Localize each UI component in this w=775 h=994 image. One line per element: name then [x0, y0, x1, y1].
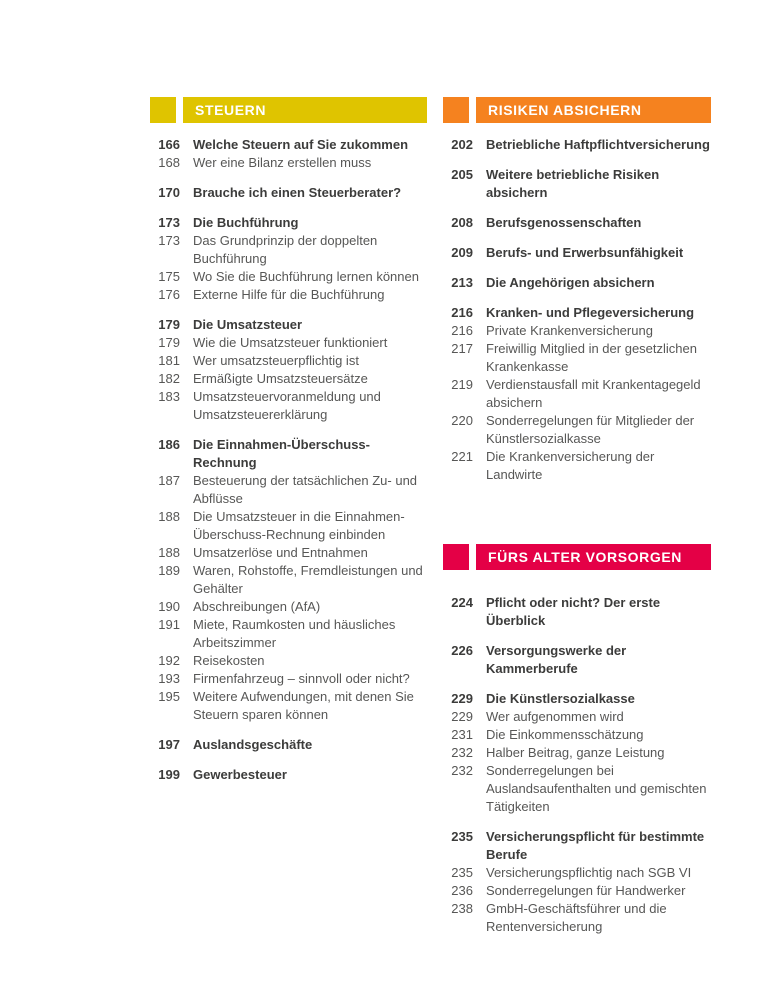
toc-entry [443, 214, 711, 232]
section-header-steuern [150, 97, 427, 123]
toc-group [150, 736, 427, 754]
toc-entry [443, 274, 711, 292]
toc-entry-title: Sonderregelungen für Mitglieder der Künstlersozialkasse [486, 413, 695, 446]
toc-entry-page-number: 188 [158, 509, 180, 524]
toc-entry [443, 690, 711, 708]
toc-entry-page-number: 221 [451, 449, 473, 464]
toc-entry-page-number: 229 [451, 709, 473, 724]
toc-entry-page-number: 182 [158, 371, 180, 386]
toc-entry-title: Abschreibungen (AfA) [193, 599, 321, 614]
toc-entry-page-number: 189 [158, 563, 180, 578]
toc-group [443, 594, 711, 630]
toc-group [150, 184, 427, 202]
toc-entry [150, 766, 427, 784]
toc-column-left [150, 97, 427, 784]
toc-entry [150, 436, 427, 472]
section-risiken [443, 97, 711, 484]
toc-entry-page-number: 199 [158, 767, 180, 782]
section-header-square [443, 544, 469, 570]
toc-entry [150, 544, 427, 562]
toc-entry-page-number: 179 [158, 317, 180, 332]
toc-group [150, 214, 427, 304]
toc-entry-page-number: 229 [451, 691, 473, 706]
toc-entry [443, 322, 711, 340]
toc-entry-page-number: 224 [451, 595, 473, 610]
toc-group [443, 828, 711, 936]
toc-entry-title: Brauche ich einen Steuerberater? [193, 185, 402, 200]
toc-group [443, 274, 711, 292]
toc-entry-title: Sonderregelungen bei Auslandsaufenthalten und gemischten Tätigkeiten [486, 763, 707, 814]
toc-group [150, 136, 427, 172]
toc-entry-title: Weitere Aufwendungen, mit denen Sie Steuern sparen können [193, 689, 414, 722]
toc-entry [443, 136, 711, 154]
toc-entry-page-number: 232 [451, 745, 473, 760]
section-groups [443, 136, 711, 484]
toc-entry-title: GmbH-Geschäftsführer und die Rentenversicherung [486, 901, 667, 934]
section-steuern [150, 97, 427, 784]
toc-entry-page-number: 235 [451, 829, 473, 844]
toc-entry-page-number: 168 [158, 155, 180, 170]
toc-entry-page-number: 191 [158, 617, 180, 632]
section-header-label: FÜRS ALTER VORSORGEN [476, 544, 711, 570]
toc-entry-title: Wer eine Bilanz erstellen muss [193, 155, 372, 170]
toc-entry [443, 448, 711, 484]
toc-entry-page-number: 205 [451, 167, 473, 182]
toc-entry-title: Verdienstausfall mit Krankentagegeld absichern [486, 377, 701, 410]
section-vorsorge [443, 544, 711, 936]
toc-entry-title: Wo Sie die Buchführung lernen können [193, 269, 419, 284]
toc-entry-page-number: 181 [158, 353, 180, 368]
toc-entry-title: Externe Hilfe für die Buchführung [193, 287, 385, 302]
toc-entry-title: Berufs- und Erwerbsunfähigkeit [486, 245, 684, 260]
toc-group [443, 136, 711, 154]
toc-entry-title: Sonderregelungen für Handwerker [486, 883, 686, 898]
toc-entry-page-number: 176 [158, 287, 180, 302]
toc-entry-page-number: 202 [451, 137, 473, 152]
toc-entry [443, 882, 711, 900]
toc-entry [443, 340, 711, 376]
toc-entry-title: Die Umsatzsteuer [193, 317, 303, 332]
toc-entry-page-number: 173 [158, 215, 180, 230]
section-header-square [443, 97, 469, 123]
section-groups [443, 594, 711, 936]
toc-entry-title: Miete, Raumkosten und häusliches Arbeitszimmer [193, 617, 396, 650]
toc-entry-page-number: 220 [451, 413, 473, 428]
toc-entry-title: Betriebliche Haftpflichtversicherung [486, 137, 710, 152]
toc-entry-title: Halber Beitrag, ganze Leistung [486, 745, 665, 760]
toc-entry-title: Berufsgenossenschaften [486, 215, 642, 230]
section-header-label: RISIKEN ABSICHERN [476, 97, 711, 123]
toc-entry [150, 136, 427, 154]
toc-entry-page-number: 236 [451, 883, 473, 898]
toc-entry [443, 900, 711, 936]
toc-entry [150, 652, 427, 670]
toc-entry [443, 244, 711, 262]
toc-entry [443, 594, 711, 630]
toc-entry-page-number: 190 [158, 599, 180, 614]
toc-entry-title: Welche Steuern auf Sie zukommen [193, 137, 409, 152]
toc-entry-title: Firmenfahrzeug – sinnvoll oder nicht? [193, 671, 410, 686]
toc-entry [150, 268, 427, 286]
section-header-label: STEUERN [183, 97, 427, 123]
toc-entry [150, 154, 427, 172]
toc-entry-page-number: 186 [158, 437, 180, 452]
toc-entry-page-number: 179 [158, 335, 180, 350]
toc-entry-title: Gewerbesteuer [193, 767, 287, 782]
toc-group [443, 304, 711, 484]
toc-entry-page-number: 192 [158, 653, 180, 668]
toc-entry-page-number: 175 [158, 269, 180, 284]
toc-entry [443, 412, 711, 448]
toc-entry [443, 304, 711, 322]
toc-entry-title: Umsatzsteuervoranmeldung und Umsatzsteuererklärung [193, 389, 381, 422]
toc-entry-page-number: 232 [451, 763, 473, 778]
toc-entry-page-number: 195 [158, 689, 180, 704]
toc-entry-title: Reisekosten [193, 653, 265, 668]
toc-entry-title: Die Einkommensschätzung [486, 727, 644, 742]
toc-entry [443, 376, 711, 412]
toc-entry-page-number: 173 [158, 233, 180, 248]
toc-entry-title: Ermäßigte Umsatzsteuersätze [193, 371, 368, 386]
toc-entry-page-number: 235 [451, 865, 473, 880]
toc-entry-page-number: 209 [451, 245, 473, 260]
toc-entry-title: Versicherungspflichtig nach SGB VI [486, 865, 692, 880]
toc-entry-page-number: 216 [451, 305, 473, 320]
toc-entry [443, 166, 711, 202]
toc-entry-title: Kranken- und Pflegeversicherung [486, 305, 695, 320]
toc-group [443, 642, 711, 678]
toc-entry-page-number: 188 [158, 545, 180, 560]
toc-column-right [443, 97, 711, 936]
toc-entry-title: Wer umsatzsteuerpflichtig ist [193, 353, 359, 368]
toc-entry [150, 562, 427, 598]
toc-entry [443, 708, 711, 726]
toc-entry-title: Die Buchführung [193, 215, 299, 230]
toc-entry [150, 232, 427, 268]
toc-entry-page-number: 197 [158, 737, 180, 752]
toc-entry-title: Versorgungswerke der Kammerberufe [486, 643, 627, 676]
toc-entry-page-number: 187 [158, 473, 180, 488]
section-header-risiken [443, 97, 711, 123]
toc-entry [150, 370, 427, 388]
toc-group [150, 436, 427, 724]
toc-group [150, 766, 427, 784]
toc-entry [150, 598, 427, 616]
toc-entry-title: Freiwillig Mitglied in der gesetzlichen Krankenkasse [486, 341, 697, 374]
section-header-square [150, 97, 176, 123]
toc-entry [150, 184, 427, 202]
toc-entry-page-number: 217 [451, 341, 473, 356]
toc-entry-title: Auslandsgeschäfte [193, 737, 313, 752]
toc-entry-title: Besteuerung der tatsächlichen Zu- und Abflüsse [193, 473, 418, 506]
toc-entry-page-number: 166 [158, 137, 180, 152]
toc-entry-page-number: 213 [451, 275, 473, 290]
toc-entry [150, 688, 427, 724]
toc-entry [150, 286, 427, 304]
toc-entry [150, 214, 427, 232]
toc-entry [150, 616, 427, 652]
toc-entry-title: Private Krankenversicherung [486, 323, 653, 338]
toc-entry [443, 762, 711, 816]
toc-entry-page-number: 238 [451, 901, 473, 916]
toc-entry-title: Weitere betriebliche Risiken absichern [486, 167, 660, 200]
toc-entry-title: Die Krankenversicherung der Landwirte [486, 449, 655, 482]
toc-entry [443, 828, 711, 864]
toc-entry [150, 472, 427, 508]
toc-entry-page-number: 183 [158, 389, 180, 404]
toc-entry-title: Die Umsatzsteuer in die Einnahmen-Überschuss-Rechnung einbinden [193, 509, 405, 542]
toc-entry [443, 642, 711, 678]
toc-entry-page-number: 193 [158, 671, 180, 686]
toc-entry-page-number: 219 [451, 377, 473, 392]
toc-entry [150, 334, 427, 352]
toc-entry-title: Die Einnahmen-Überschuss-Rechnung [193, 437, 370, 470]
toc-entry-title: Pflicht oder nicht? Der erste Überblick [486, 595, 661, 628]
toc-entry-page-number: 226 [451, 643, 473, 658]
toc-entry-page-number: 208 [451, 215, 473, 230]
toc-entry [150, 352, 427, 370]
toc-entry-title: Versicherungspflicht für bestimmte Berufe [486, 829, 705, 862]
toc-entry [150, 508, 427, 544]
toc-group [443, 244, 711, 262]
toc-entry-title: Umsatzerlöse und Entnahmen [193, 545, 368, 560]
section-groups [150, 136, 427, 784]
toc-entry-page-number: 216 [451, 323, 473, 338]
toc-entry-title: Wer aufgenommen wird [486, 709, 624, 724]
section-header-vorsorge [443, 544, 711, 570]
toc-entry-title: Die Angehörigen absichern [486, 275, 655, 290]
toc-entry-title: Wie die Umsatzsteuer funktioniert [193, 335, 388, 350]
toc-entry [443, 864, 711, 882]
toc-entry [150, 316, 427, 334]
toc-entry-title: Waren, Rohstoffe, Fremdleistungen und Gehälter [193, 563, 423, 596]
toc-entry [443, 726, 711, 744]
toc-group [443, 166, 711, 202]
toc-group [150, 316, 427, 424]
toc-entry [150, 736, 427, 754]
toc-entry-title: Die Künstlersozialkasse [486, 691, 635, 706]
toc-entry-page-number: 170 [158, 185, 180, 200]
toc-entry-page-number: 231 [451, 727, 473, 742]
toc-group [443, 214, 711, 232]
toc-entry [443, 744, 711, 762]
toc-entry [150, 670, 427, 688]
toc-entry [150, 388, 427, 424]
toc-group [443, 690, 711, 816]
toc-entry-title: Das Grundprinzip der doppelten Buchführung [193, 233, 378, 266]
